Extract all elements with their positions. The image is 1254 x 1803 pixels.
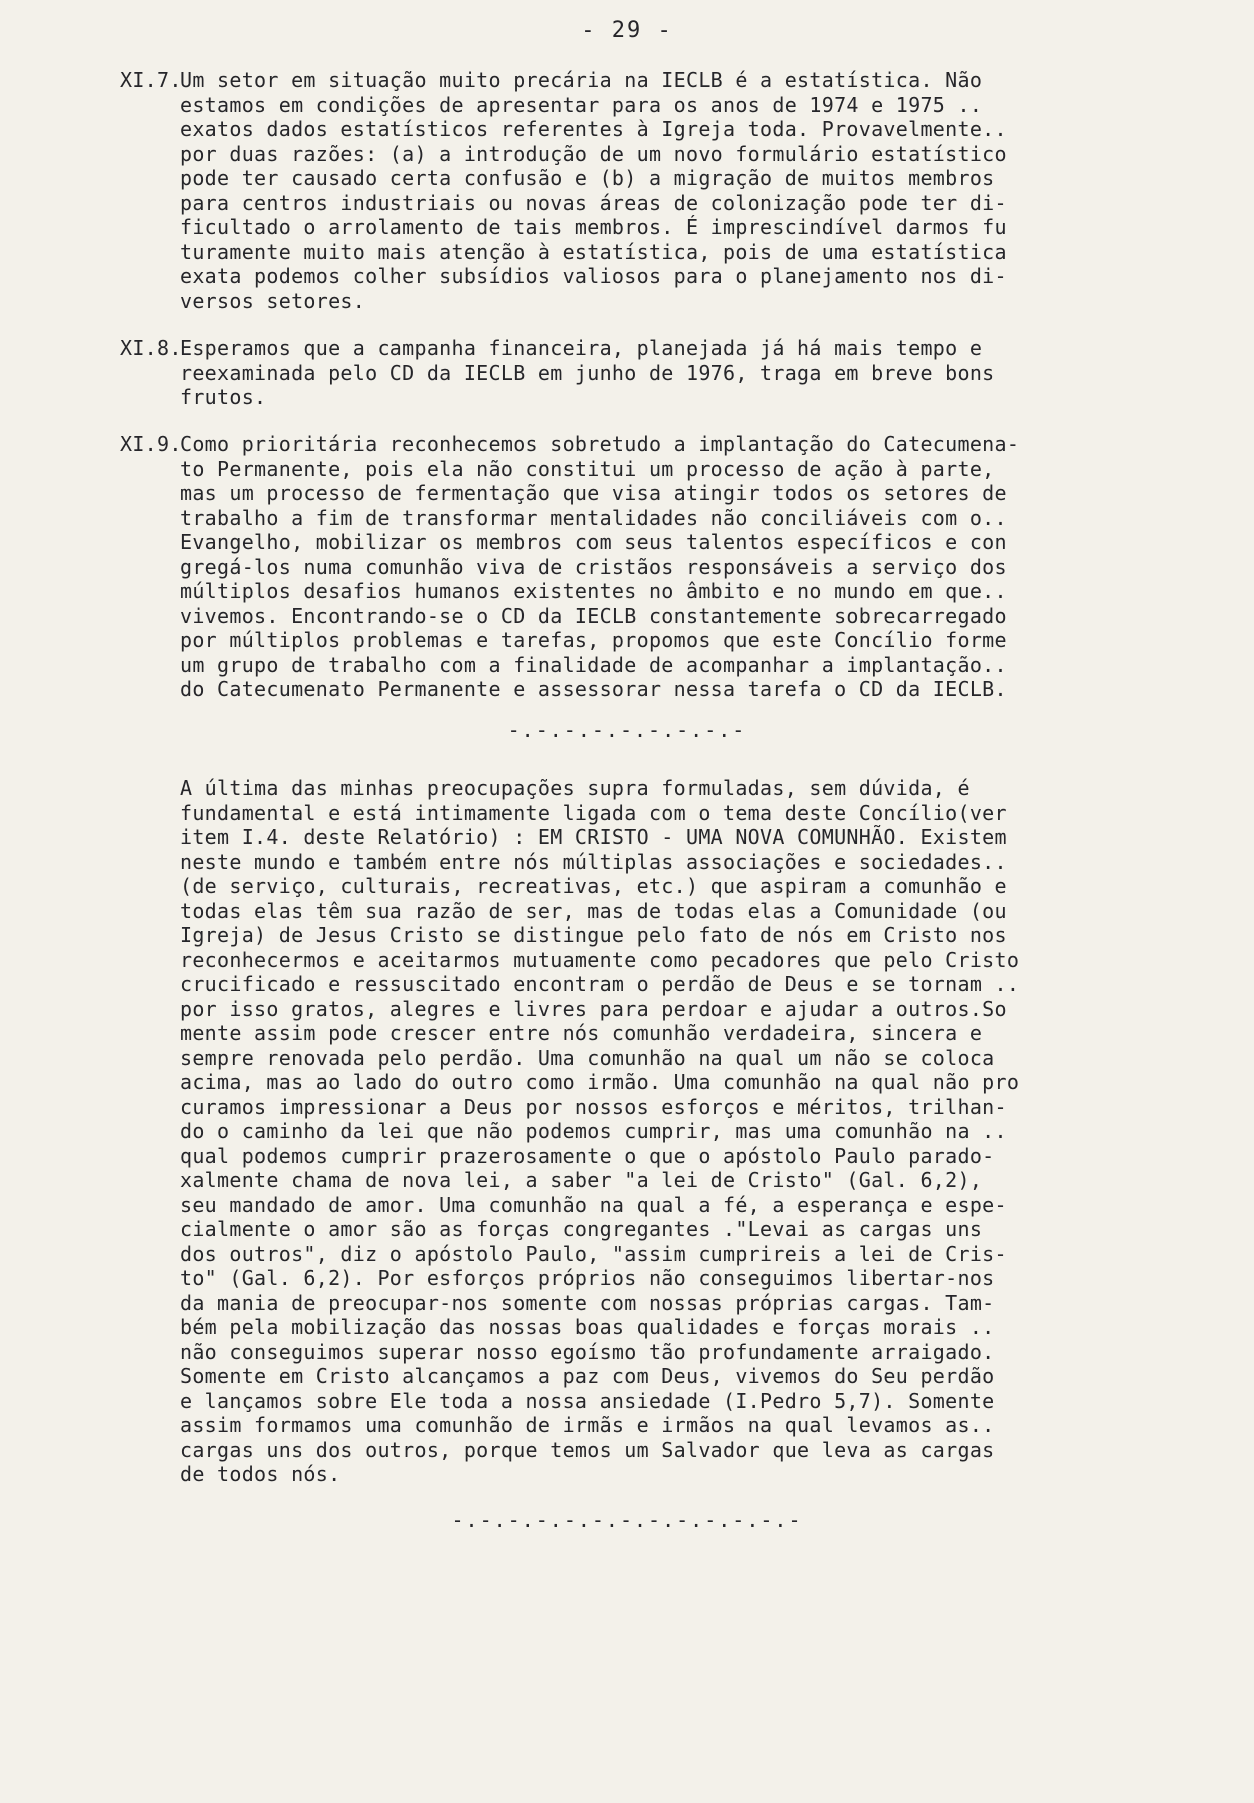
section-line-text: Um setor em situação muito precária na IECLB é a estatística. Não — [180, 68, 983, 92]
section-line-text: por duas razões: (a) a introdução de um novo formulário estatístico — [180, 141, 1007, 166]
section-line-text: exatos dados estatísticos referentes à Igreja toda. Provavelmente.. — [180, 117, 1007, 141]
section-line — [120, 93, 1180, 118]
section-line — [120, 336, 1180, 361]
paragraph-line: neste mundo e também entre nós múltiplas associações e sociedades.. — [180, 849, 1007, 874]
section-line — [120, 530, 1180, 555]
paragraph-line: por isso gratos, alegres e livres para perdoar e ajudar a outros.So — [180, 996, 1007, 1021]
paragraph-line: reconhecermos e aceitarmos mutuamente como pecadores que pelo Cristo — [180, 947, 1020, 972]
paragraph-line: Somente em Cristo alcançamos a paz com Deus, vivemos do Seu perdão — [180, 1364, 995, 1388]
section-label: XI.8. — [120, 336, 182, 360]
section-line — [120, 604, 1180, 629]
paragraph-line: e lançamos sobre Ele toda a nossa ansiedade (I.Pedro 5,7). Somente — [180, 1388, 995, 1413]
section-line — [120, 457, 1180, 482]
section-line-text: vivemos. Encontrando-se o CD da IECLB constantemente sobrecarregado — [180, 603, 1007, 628]
section-line-text: Como prioritária reconhecemos sobretudo a implantação do Catecumena- — [180, 432, 1020, 456]
paragraph-line: A última das minhas preocupações supra formuladas, sem dúvida, é — [180, 776, 970, 800]
section-line — [120, 653, 1180, 678]
section-line — [120, 628, 1180, 653]
section-label: XI.7. — [120, 68, 182, 92]
section-xi-9 — [120, 432, 1180, 702]
section-line-text: ficultado o arrolamento de tais membros. É imprescindível darmos fu — [180, 215, 1007, 239]
paragraph-line: da mania de preocupar-nos somente com nossas próprias cargas. Tam- — [180, 1290, 995, 1315]
paragraph-line: acima, mas ao lado do outro como irmão. Uma comunhão na qual não pro — [180, 1070, 1020, 1094]
section-label: XI.9. — [120, 432, 182, 456]
section-line — [120, 68, 1180, 93]
section-line — [120, 677, 1180, 702]
section-line-text: gregá-los numa comunhão viva de cristãos responsáveis a serviço dos — [180, 554, 1007, 579]
section-line-text: frutos. — [180, 385, 267, 409]
paragraph-line: curamos impressionar a Deus por nossos esforços e méritos, trilhan- — [180, 1094, 1007, 1119]
section-line-text: reexaminada pelo CD da IECLB em junho de 1976, traga em breve bons — [180, 360, 995, 385]
closing-paragraph — [180, 776, 1190, 1487]
section-line — [120, 215, 1180, 240]
section-line — [120, 166, 1180, 191]
paragraph-line: dos outros", diz o apóstolo Paulo, "assim cumprireis a lei de Cris- — [180, 1241, 1007, 1266]
paragraph-line: xalmente chama de nova lei, a saber "a lei de Cristo" (Gal. 6,2), — [180, 1168, 983, 1192]
paragraph-line: cargas uns dos outros, porque temos um Salvador que leva as cargas — [180, 1437, 995, 1462]
section-line — [120, 240, 1180, 265]
section-line-text: por múltiplos problemas e tarefas, propomos que este Concílio forme — [180, 628, 1007, 652]
paragraph-line: cialmente o amor são as forças congregantes ."Levai as cargas uns — [180, 1217, 983, 1241]
paragraph-line: fundamental e está intimamente ligada com o tema deste Concílio(ver — [180, 800, 1007, 825]
section-line-text: exata podemos colher subsídios valiosos para o planejamento nos di- — [180, 264, 1007, 288]
section-line-text: turamente muito mais atenção à estatística, pois de uma estatística — [180, 239, 1007, 264]
paragraph-line: Igreja) de Jesus Cristo se distingue pelo fato de nós em Cristo nos — [180, 923, 1007, 947]
section-line — [120, 117, 1180, 142]
section-line-text: versos setores. — [180, 288, 366, 313]
section-line-text: Esperamos que a campanha financeira, planejada já há mais tempo e — [180, 336, 983, 360]
paragraph-line: sempre renovada pelo perdão. Uma comunhão na qual um não se coloca — [180, 1045, 995, 1070]
section-line — [120, 385, 1180, 410]
section-line — [120, 432, 1180, 457]
paragraph-line: de todos nós. — [180, 1462, 341, 1486]
page-number: - 29 - — [581, 18, 673, 43]
paragraph-line: do o caminho da lei que não podemos cumprir, mas uma comunhão na .. — [180, 1119, 1007, 1143]
section-line-text: pode ter causado certa confusão e (b) a migração de muitos membros — [180, 166, 995, 190]
section-line — [120, 142, 1180, 167]
section-line — [120, 264, 1180, 289]
section-line — [120, 191, 1180, 216]
section-line-text: mas um processo de fermentação que visa atingir todos os setores de — [180, 481, 1007, 505]
section-line-text: to Permanente, pois ela não constitui um processo de ação à parte, — [180, 456, 995, 481]
section-line — [120, 555, 1180, 580]
section-line — [120, 481, 1180, 506]
section-line-text: Evangelho, mobilizar os membros com seus talentos específicos e con — [180, 530, 1007, 554]
paragraph-line: to" (Gal. 6,2). Por esforços próprios não conseguimos libertar-nos — [180, 1266, 995, 1290]
section-line-text: um grupo de trabalho com a finalidade de acompanhar a implantação.. — [180, 652, 1007, 677]
section-line-text: do Catecumenato Permanente e assessorar nessa tarefa o CD da IECLB. — [180, 677, 1007, 701]
section-line — [120, 361, 1180, 386]
paragraph-line: (de serviço, culturais, recreativas, etc.) que aspiram a comunhão e — [180, 874, 1007, 898]
section-line-text: para centros industriais ou novas áreas de colonização pode ter di- — [180, 190, 1007, 215]
section-xi-7 — [120, 68, 1180, 313]
section-xi-8 — [120, 336, 1180, 410]
paragraph-line: não conseguimos superar nosso egoísmo tão profundamente arraigado. — [180, 1339, 995, 1364]
paragraph-line: todas elas têm sua razão de ser, mas de todas elas a Comunidade (ou — [180, 898, 1007, 923]
section-line — [120, 289, 1180, 314]
section-line-text: trabalho a fim de transformar mentalidades não conciliáveis com o.. — [180, 505, 1007, 530]
paragraph-line: qual podemos cumprir prazerosamente o que o apóstolo Paulo parado- — [180, 1143, 995, 1168]
paragraph-line: crucificado e ressuscitado encontram o perdão de Deus e se tornam .. — [180, 972, 1020, 996]
divider-2: -.-.-.-.-.-.-.-.-.-.-.-.- — [451, 1508, 803, 1532]
paragraph-line: assim formamos uma comunhão de irmãs e irmãos na qual levamos as.. — [180, 1413, 995, 1437]
divider-1: -.-.-.-.-.-.-.-.- — [507, 718, 747, 742]
section-line — [120, 506, 1180, 531]
paragraph-line: seu mandado de amor. Uma comunhão na qual a fé, a esperança e espe- — [180, 1192, 1007, 1217]
section-line — [120, 579, 1180, 604]
paragraph-line: bém pela mobilização das nossas boas qualidades e forças morais .. — [180, 1315, 995, 1339]
paragraph-line: item I.4. deste Relatório) : EM CRISTO - UMA NOVA COMUNHÃO. Existem — [180, 825, 1007, 849]
section-line-text: múltiplos desafios humanos existentes no âmbito e no mundo em que.. — [180, 579, 1007, 603]
paragraph-line: mente assim pode crescer entre nós comunhão verdadeira, sincera e — [180, 1021, 983, 1045]
section-line-text: estamos em condições de apresentar para os anos de 1974 e 1975 .. — [180, 92, 983, 117]
